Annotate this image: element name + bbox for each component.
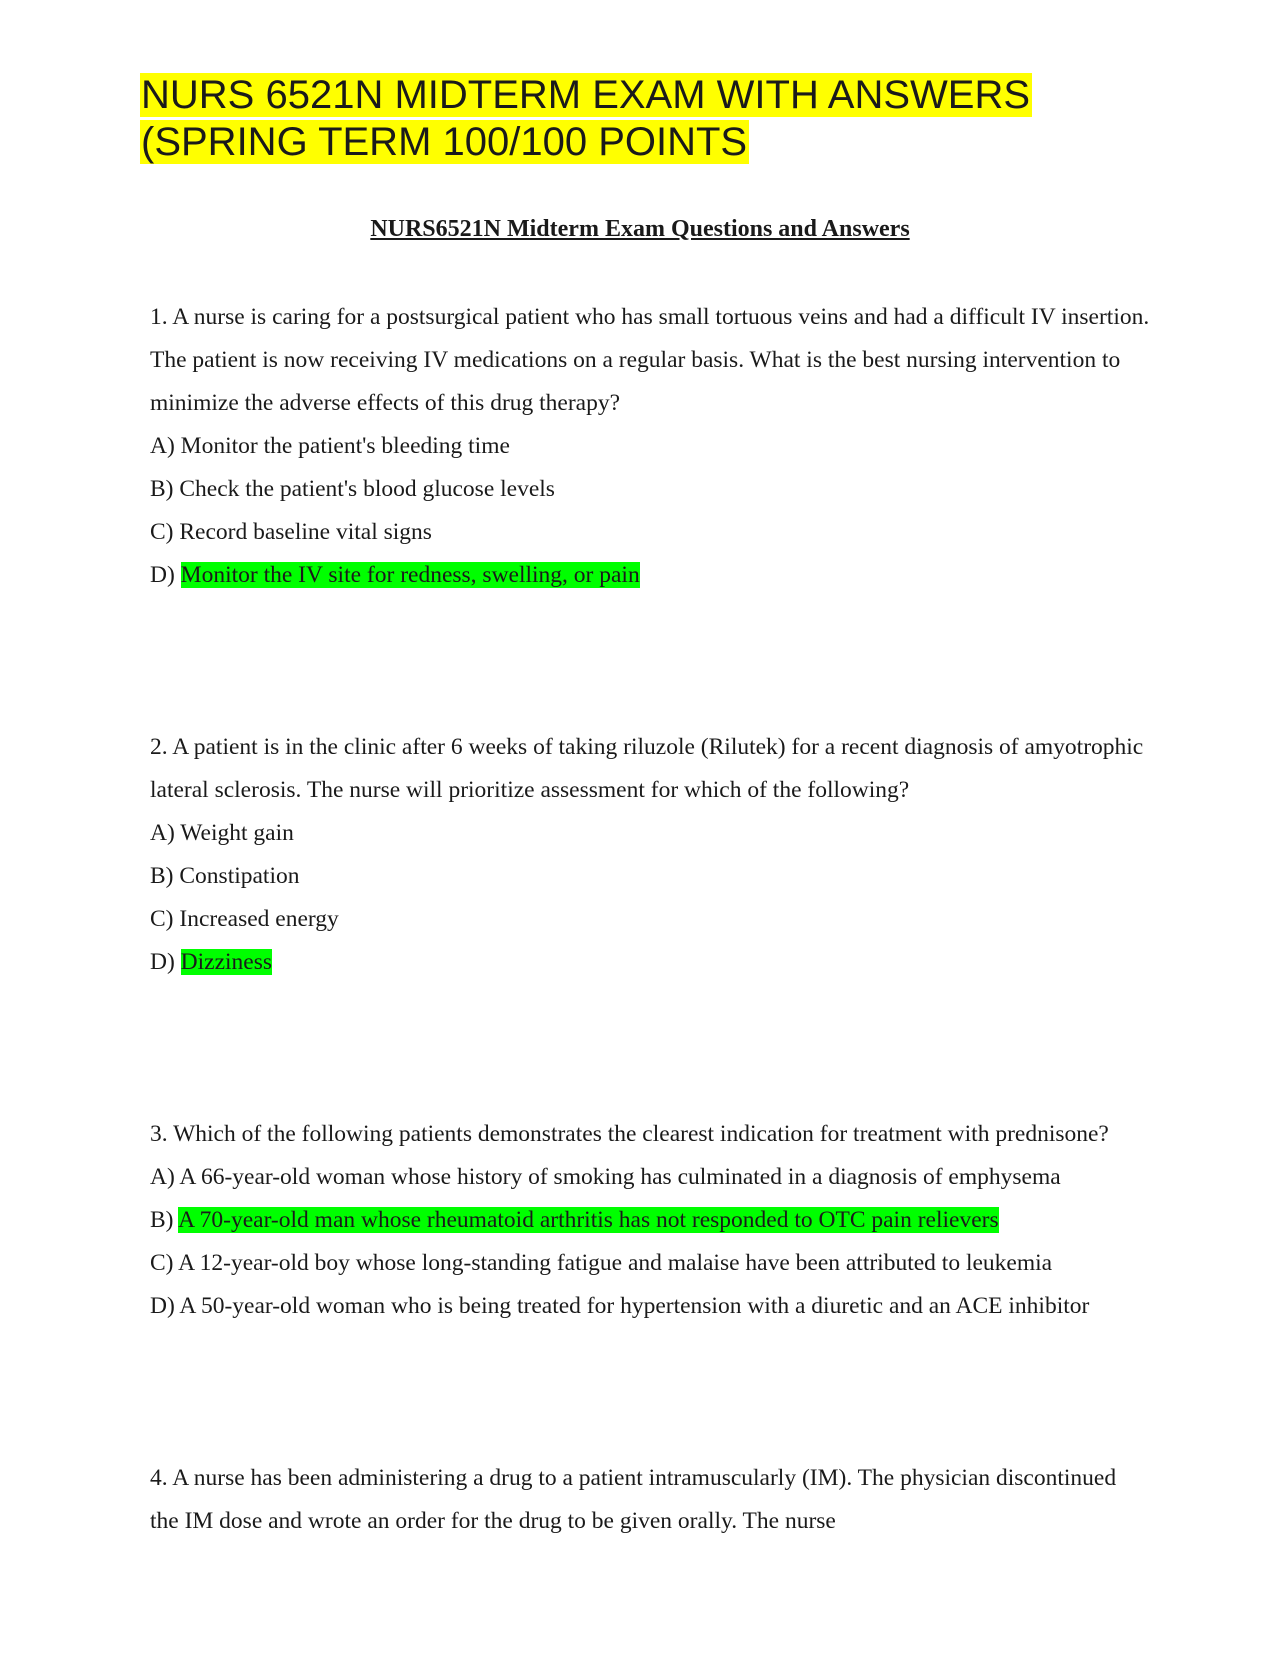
correct-answer-highlight: Dizziness	[180, 949, 273, 975]
option-prefix: A)	[150, 1164, 175, 1190]
question-2	[150, 726, 1150, 984]
main-title-line-2: (SPRING TERM 100/100 POINTS	[141, 120, 748, 164]
option-d	[150, 554, 1150, 597]
option-text: Check the patient's blood glucose levels	[179, 476, 555, 502]
option-text: Record baseline vital signs	[179, 519, 432, 545]
question-1	[150, 296, 1150, 597]
question-stem: 4. A nurse has been administering a drug to a patient intramuscularly (IM). The physician discontinued the IM dose and wrote an order for the drug to be given orally. The nurse	[150, 1465, 1117, 1534]
subtitle: NURS6521N Midterm Exam Questions and Answers	[370, 216, 910, 242]
option-c	[150, 511, 1150, 554]
main-title	[140, 72, 1140, 166]
main-title-line-1: NURS 6521N MIDTERM EXAM WITH ANSWERS	[141, 73, 1031, 117]
option-prefix: B)	[150, 476, 174, 502]
question-stem: 1. A nurse is caring for a postsurgical patient who has small tortuous veins and had a difficult IV insertion. The patient is now receiving IV medications on a regular basis. What is the best nursing intervention to minimize the adverse effects of this drug therapy?	[150, 304, 1150, 416]
option-prefix: A)	[150, 433, 175, 459]
option-prefix: D)	[150, 562, 175, 588]
question-stem: 3. Which of the following patients demonstrates the clearest indication for treatment with prednisone?	[150, 1121, 1109, 1147]
option-text: A 12-year-old boy whose long-standing fatigue and malaise have been attributed to leukemia	[178, 1250, 1053, 1276]
option-prefix: D)	[150, 1293, 175, 1319]
question-stem: 2. A patient is in the clinic after 6 weeks of taking riluzole (Rilutek) for a recent diagnosis of amyotrophic lateral sclerosis. The nurse will prioritize assessment for which of the following?	[150, 734, 1144, 803]
option-d	[150, 1285, 1150, 1328]
option-d	[150, 941, 1150, 984]
question-list	[150, 296, 1150, 1543]
option-a	[150, 812, 1150, 855]
option-b	[150, 468, 1150, 511]
option-prefix: D)	[150, 949, 175, 975]
option-a	[150, 1156, 1150, 1199]
option-text: Monitor the patient's bleeding time	[180, 433, 510, 459]
option-b	[150, 855, 1150, 898]
option-text: Increased energy	[179, 906, 339, 932]
option-b	[150, 1199, 1150, 1242]
option-c	[150, 898, 1150, 941]
option-text: Weight gain	[180, 820, 294, 846]
option-text: Constipation	[179, 863, 300, 889]
option-prefix: C)	[150, 1250, 174, 1276]
question-4	[150, 1457, 1150, 1543]
option-c	[150, 1242, 1150, 1285]
option-prefix: A)	[150, 820, 175, 846]
option-prefix: C)	[150, 519, 174, 545]
correct-answer-highlight: Monitor the IV site for redness, swelling, or pain	[180, 562, 640, 588]
option-text: A 50-year-old woman who is being treated for hypertension with a diuretic and an ACE inhibitor	[179, 1293, 1090, 1319]
option-prefix: C)	[150, 906, 174, 932]
correct-answer-highlight: A 70-year-old man whose rheumatoid arthritis has not responded to OTC pain relievers	[178, 1207, 999, 1233]
option-text: A 66-year-old woman whose history of smoking has culminated in a diagnosis of emphysema	[179, 1164, 1061, 1190]
option-prefix: B)	[150, 863, 174, 889]
option-prefix: B)	[150, 1207, 174, 1233]
option-a	[150, 425, 1150, 468]
question-3	[150, 1113, 1150, 1328]
